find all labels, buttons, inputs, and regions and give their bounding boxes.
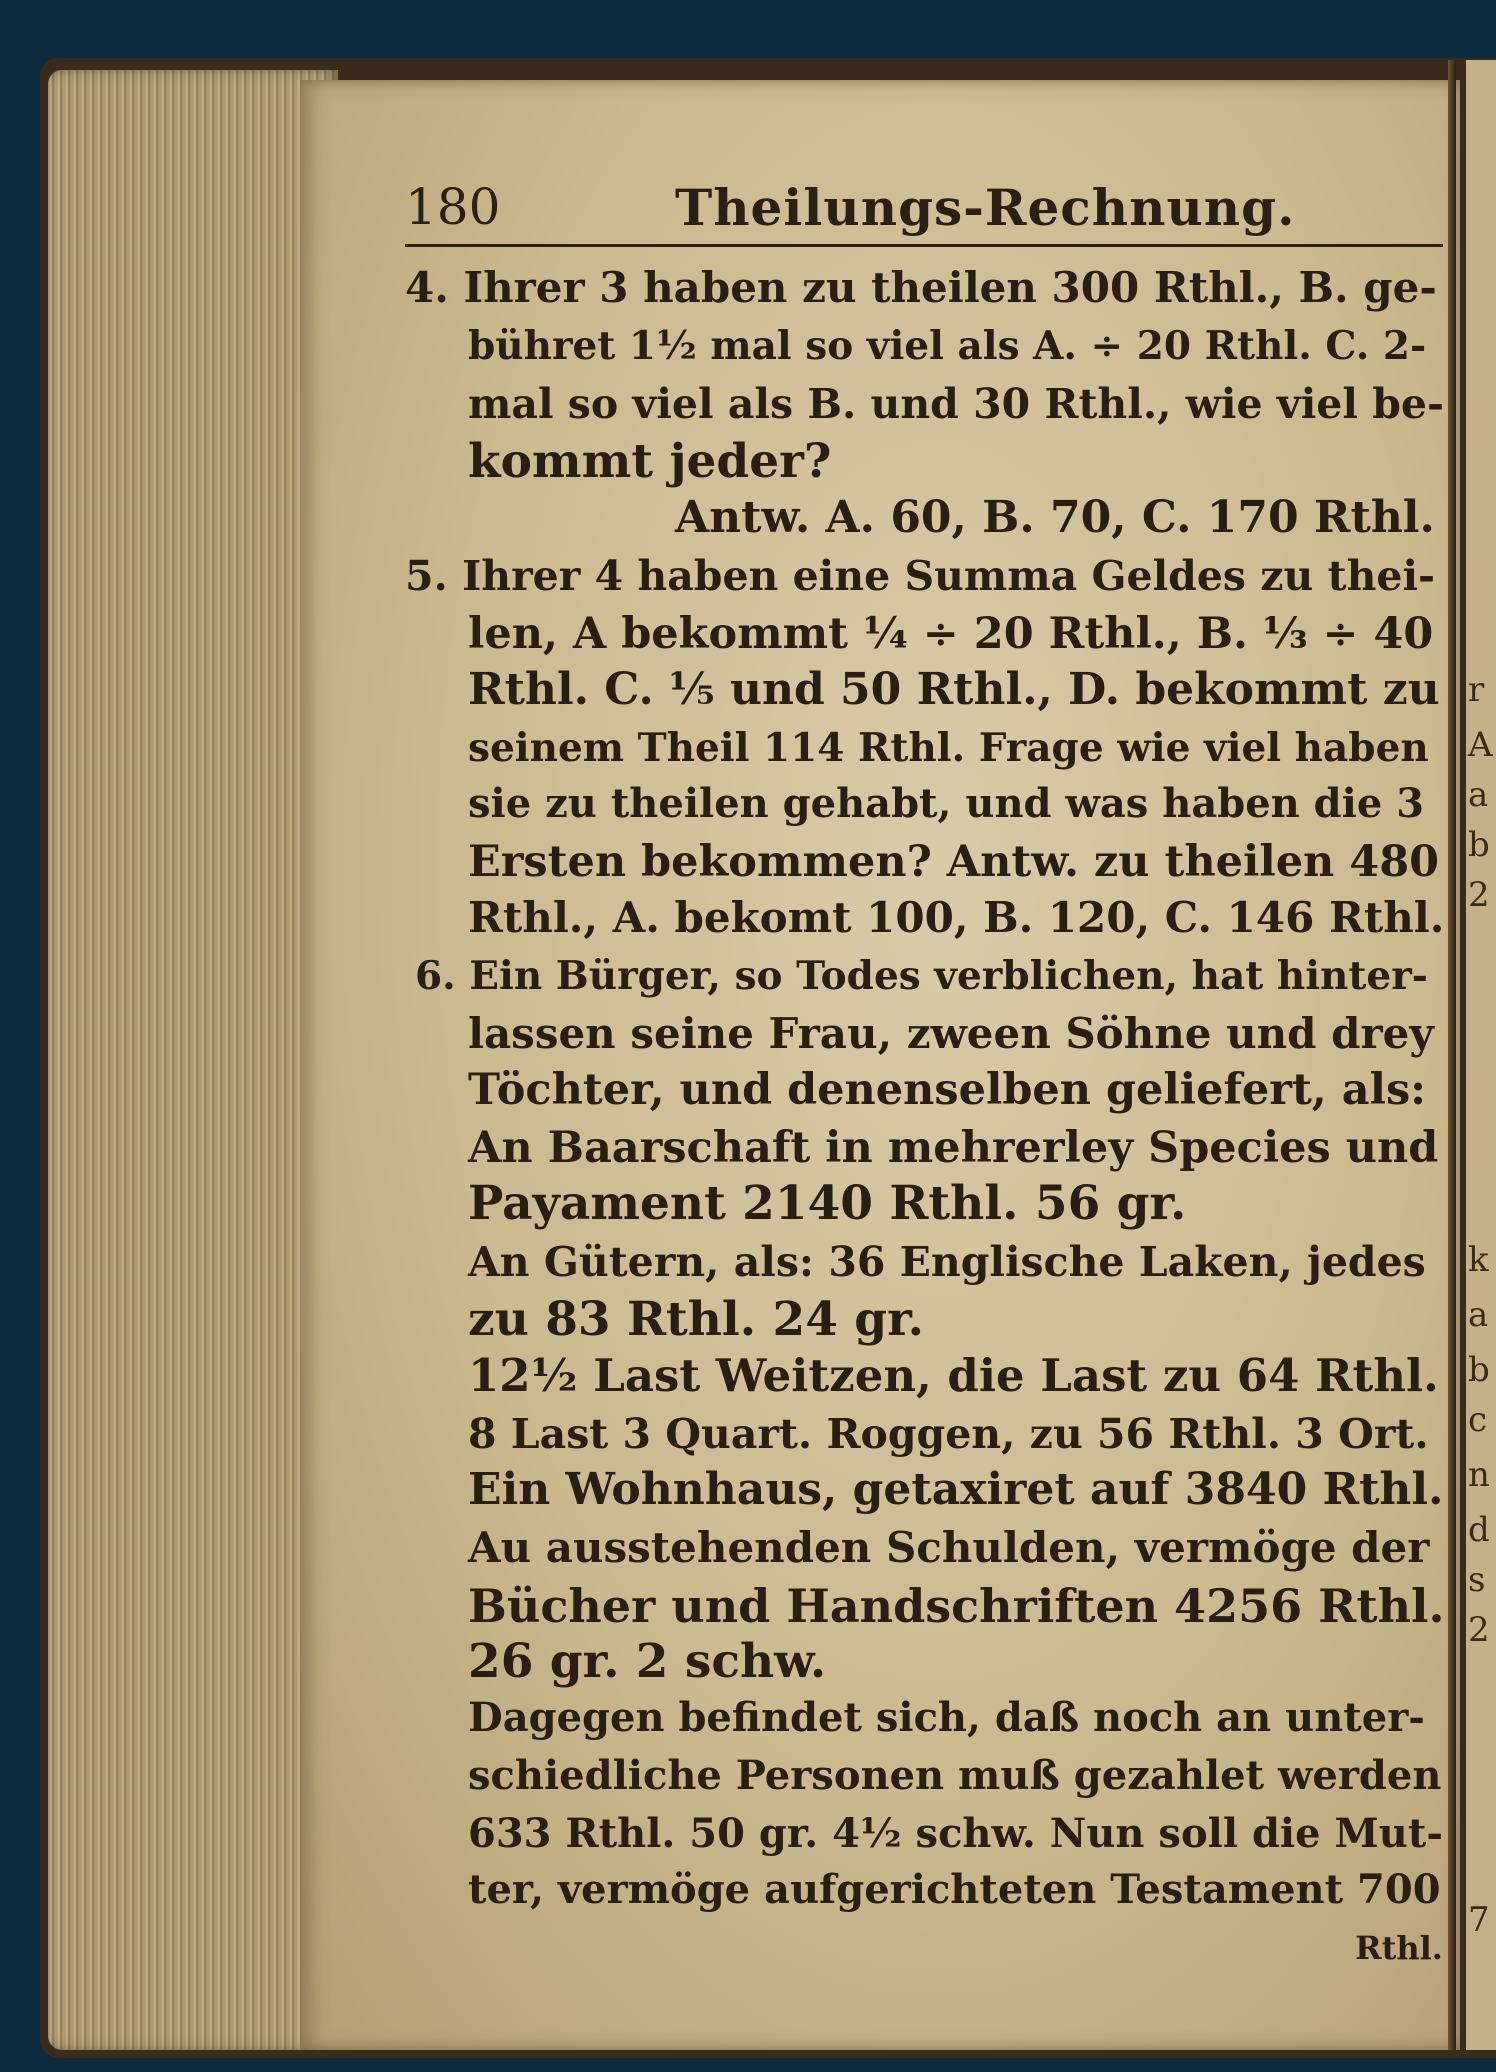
text-line: lassen seine Frau, zween Söhne und drey xyxy=(468,1009,1434,1058)
facing-page-fragment: 2 xyxy=(1468,1610,1490,1650)
text-line: seinem Theil 114 Rthl. Frage wie viel haben xyxy=(468,725,1429,771)
facing-page-fragment: d xyxy=(1468,1510,1490,1550)
text-line: Bücher und Handschriften 4256 Rthl. xyxy=(468,1579,1445,1633)
text-line: Payament 2140 Rthl. 56 gr. xyxy=(468,1176,1187,1231)
text-line: Ein Wohnhaus, getaxiret auf 3840 Rthl. xyxy=(468,1464,1444,1515)
text-line: Rthl., A. bekomt 100, B. 120, C. 146 Rthl. xyxy=(468,893,1445,942)
text-line: An Baarschaft in mehrerley Species und xyxy=(468,1123,1439,1173)
text-line: Ersten bekommen? Antw. zu theilen 480 xyxy=(468,837,1440,887)
running-title: Theilungs-Rechnung. xyxy=(675,178,1296,237)
facing-page-fragment: a xyxy=(1468,1295,1489,1335)
text-line: kommt jeder? xyxy=(468,434,832,489)
facing-page-edge xyxy=(1462,60,1496,2050)
facing-page-fragment: s xyxy=(1468,1560,1486,1600)
text-line: Au ausstehenden Schulden, vermöge der xyxy=(468,1523,1430,1572)
text-line: sie zu theilen gehabt, und was haben die 3 xyxy=(468,780,1425,827)
facing-page-fragment: A xyxy=(1468,725,1493,765)
text-line: Antw. A. 60, B. 70, C. 170 Rthl. xyxy=(675,492,1435,543)
text-line: zu 83 Rthl. 24 gr. xyxy=(468,1292,924,1347)
text-line: 8 Last 3 Quart. Roggen, zu 56 Rthl. 3 Ort. xyxy=(468,1410,1429,1458)
text-line: len, A bekommt ¼ ÷ 20 Rthl., B. ⅓ ÷ 40 xyxy=(468,609,1434,659)
text-line: schiedliche Personen muß gezahlet werden xyxy=(468,1752,1442,1799)
facing-page-fragment: k xyxy=(1468,1240,1489,1280)
text-line: Rthl. xyxy=(1355,1929,1443,1967)
text-line: bühret 1½ mal so viel als A. ÷ 20 Rthl. C. 2- xyxy=(468,323,1427,369)
facing-page-fragment: 7 xyxy=(1468,1900,1490,1940)
text-line: 5. Ihrer 4 haben eine Summa Geldes zu thei- xyxy=(405,552,1436,600)
facing-page-fragment: b xyxy=(1468,1350,1490,1390)
header-rule xyxy=(405,244,1443,247)
book-spine xyxy=(1448,60,1456,2050)
text-line: 4. Ihrer 3 haben zu theilen 300 Rthl., B. ge- xyxy=(405,263,1437,312)
facing-page-fragment: c xyxy=(1468,1400,1488,1440)
facing-page-fragment: 2 xyxy=(1468,875,1490,915)
page-edges xyxy=(48,70,338,2050)
text-line: mal so viel als B. und 30 Rthl., wie viel be- xyxy=(468,380,1444,428)
text-line: 633 Rthl. 50 gr. 4½ schw. Nun soll die Mut- xyxy=(468,1810,1443,1857)
text-line: An Gütern, als: 36 Englische Laken, jedes xyxy=(468,1238,1426,1286)
facing-page-fragment: r xyxy=(1468,670,1485,710)
facing-page-fragment: a xyxy=(1468,775,1489,815)
text-line: Rthl. C. ⅕ und 50 Rthl., D. bekommt zu xyxy=(468,664,1440,715)
facing-page-fragment: b xyxy=(1468,825,1490,865)
text-line: 12½ Last Weitzen, die Last zu 64 Rthl. xyxy=(468,1349,1439,1402)
text-line: Dagegen befindet sich, daß noch an unter- xyxy=(468,1694,1425,1741)
text-line: 26 gr. 2 schw. xyxy=(468,1634,827,1689)
page-header xyxy=(405,178,1445,238)
text-line: Töchter, und denenselben geliefert, als: xyxy=(468,1065,1427,1115)
facing-page-fragment: n xyxy=(1468,1455,1490,1495)
text-line: 6. Ein Bürger, so Todes verblichen, hat hinter- xyxy=(415,953,1428,999)
page-number: 180 xyxy=(405,178,501,236)
text-line: ter, vermöge aufgerichteten Testament 700 xyxy=(468,1866,1441,1913)
